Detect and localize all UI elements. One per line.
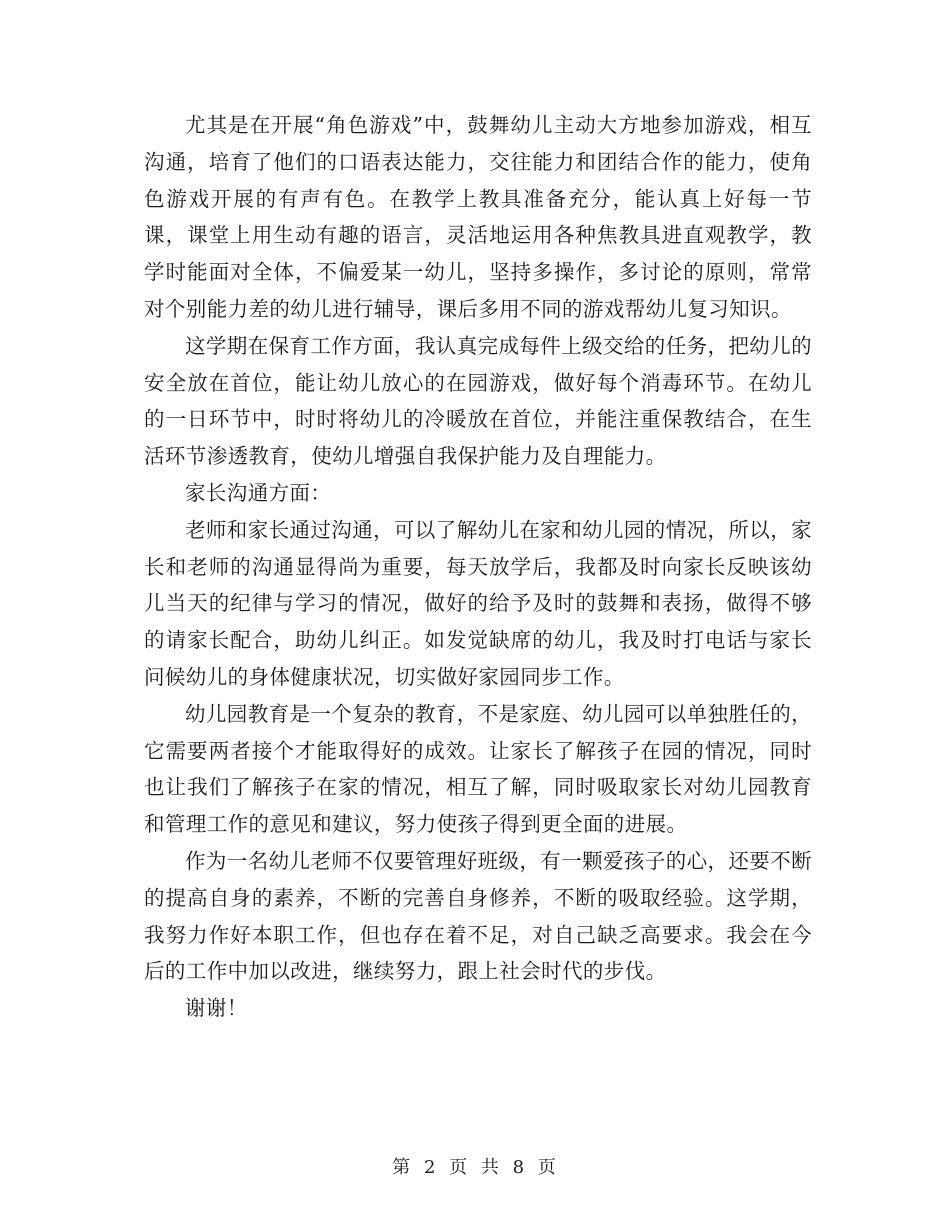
paragraph-role-play-teaching: 尤其是在开展“角色游戏”中，鼓舞幼儿主动大方地参加游戏，相互沟通，培育了他们的口语表达能力，交往能力和团结合作的能力，使角色游戏开展的有声有色。在教学上教具准备充分，能认真上好每一节课，课堂上用生动有趣的语言，灵活地运用各种焦教具进直观教学，教学时能面对全体，不偏爱某一幼儿，坚持多操作，多讨论的原则，常常对个别能力差的幼儿进行辅导，课后多用不同的游戏帮幼儿复习知识。: [144, 113, 812, 321]
paragraph-parent-communication-heading: 家长沟通方面：: [185, 480, 332, 505]
document-body: [144, 107, 812, 1027]
paragraph-childcare-work: 这学期在保育工作方面，我认真完成每件上级交给的任务，把幼儿的安全放在首位，能让幼儿放心的在园游戏，做好每个消毒环节。在幼儿的一日环节中，时时将幼儿的冷暖放在首位，并能注重保教结合，在生活环节渗透教育，使幼儿增强自我保护能力及自理能力。: [144, 333, 812, 469]
paragraph-teacher-parent-communication: 老师和家长通过沟通，可以了解幼儿在家和幼儿园的情况，所以，家长和老师的沟通显得尚为重要，每天放学后，我都及时向家长反映该幼儿当天的纪律与学习的情况，做好的给予及时的鼓舞和表扬，做得不够的请家长配合，助幼儿纠正。如发觉缺席的幼儿，我及时打电话与家长问候幼儿的身体健康状况，切实做好家园同步工作。: [144, 517, 812, 689]
paragraph-thanks: 谢谢！: [185, 996, 248, 1021]
page-number-footer: 第 2 页 共 8 页: [392, 1157, 558, 1178]
paragraph-kindergarten-education: 幼儿园教育是一个复杂的教育，不是家庭、幼儿园可以单独胜任的，它需要两者接个才能取得好的成效。让家长了解孩子在园的情况，同时也让我们了解孩子在家的情况，相互了解，同时吸取家长对幼儿园教育和管理工作的意见和建议，努力使孩子得到更全面的进展。: [144, 701, 812, 837]
paragraph-self-improvement: 作为一名幼儿老师不仅要管理好班级，有一颗爱孩子的心，还要不断的提高自身的素养，不断的完善自身修养，不断的吸取经验。这学期，我努力作好本职工作，但也存在着不足，对自己缺乏高要求。我会在今后的工作中加以改进，继续努力，跟上社会时代的步伐。: [144, 848, 812, 984]
